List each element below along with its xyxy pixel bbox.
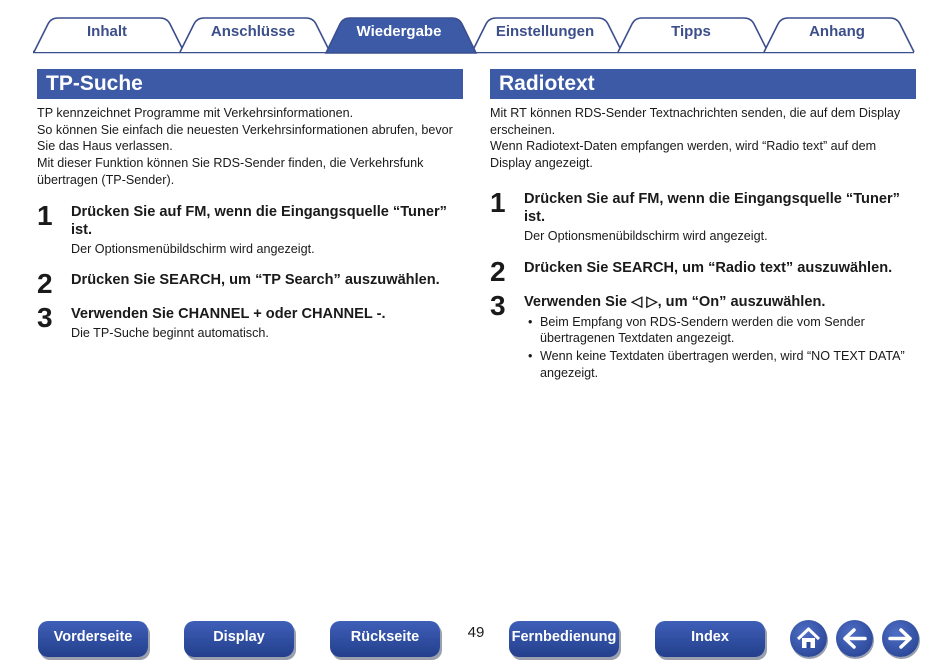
section-intro [37,105,463,189]
section-title: TP-Suche [37,69,463,99]
back-arrow-icon [836,620,873,657]
tab-anhang[interactable]: Anhang [809,23,865,40]
step-number: 3 [490,289,506,321]
step-1 [37,199,463,258]
section-radiotext [490,69,916,382]
step-3 [490,289,916,382]
intro-paragraph: TP kennzeichnet Programme mit Verkehrsinformationen. [37,106,354,120]
intro-paragraph: Mit dieser Funktion können Sie RDS-Sender finden, die Verkehrsfunk übertragen (TP-Sender). [37,156,424,187]
tab-inhalt[interactable]: Inhalt [87,23,127,40]
home-icon [790,620,827,657]
nav-fernbedienung-button[interactable]: Fernbedienung [509,621,619,657]
intro-paragraph: So können Sie einfach die neuesten Verkehrsinformationen abrufen, bevor Sie das Haus verlassen. [37,122,453,154]
section-intro [490,105,916,172]
step-3 [37,302,463,342]
forward-button[interactable] [882,620,919,657]
back-button[interactable] [836,620,873,657]
intro-paragraph: Mit RT können RDS-Sender Textnachrichten senden, die auf dem Display erscheinen. [490,106,901,137]
step-description: Der Optionsmenübildschirm wird angezeigt. [71,241,315,256]
step-number: 2 [490,255,506,287]
tab-anschluesse[interactable]: Anschlüsse [210,23,296,40]
step-2 [490,255,916,287]
step-number: 1 [37,199,53,231]
nav-display-button[interactable]: Display [184,621,294,657]
intro-paragraph: Wenn Radiotext-Daten empfangen werden, wird “Radio text” auf dem Display angezeigt. [490,139,877,171]
step-title: Drücken Sie auf FM, wenn die Eingangsquelle “Tuner” ist. [71,203,447,238]
step-title: Drücken Sie auf FM, wenn die Eingangsquelle “Tuner” ist. [524,190,900,225]
tab-tipps[interactable]: Tipps [671,23,711,40]
tab-einstellungen[interactable]: Einstellungen [495,23,595,40]
step-title: Drücken Sie SEARCH, um “TP Search” auszuwählen. [71,272,440,289]
step-number: 1 [490,186,506,218]
step-title: Drücken Sie SEARCH, um “Radio text” auszuwählen. [524,259,893,276]
step-title: Verwenden Sie CHANNEL + oder CHANNEL -. [71,306,386,323]
step-number: 3 [37,302,53,334]
page-number: 49 [467,624,485,641]
tab-wiedergabe[interactable]: Wiedergabe [356,23,442,40]
tab-bar [0,0,950,56]
step-number: 2 [37,268,53,300]
step-2 [37,268,463,300]
step-1 [490,186,916,245]
bullet-list [524,314,916,382]
bullet-item: • Wenn keine Textdaten übertragen werden, wird “NO TEXT DATA” angezeigt. [524,348,916,381]
nav-index-button[interactable]: Index [655,621,765,657]
nav-vorderseite-button[interactable]: Vorderseite [38,621,148,657]
nav-rueckseite-button[interactable]: Rückseite [330,621,440,657]
step-title: Verwenden Sie ◁ ▷, um “On” auszuwählen. [524,293,826,310]
section-title: Radiotext [490,69,916,99]
bullet-item: • Beim Empfang von RDS-Sendern werden die vom Sender übertragenen Textdaten angezeigt. [524,314,916,347]
home-button[interactable] [790,620,827,657]
step-description: Die TP-Suche beginnt automatisch. [71,326,269,341]
step-description: Der Optionsmenübildschirm wird angezeigt. [524,228,768,243]
forward-arrow-icon [882,620,919,657]
section-tp-suche [37,69,463,342]
